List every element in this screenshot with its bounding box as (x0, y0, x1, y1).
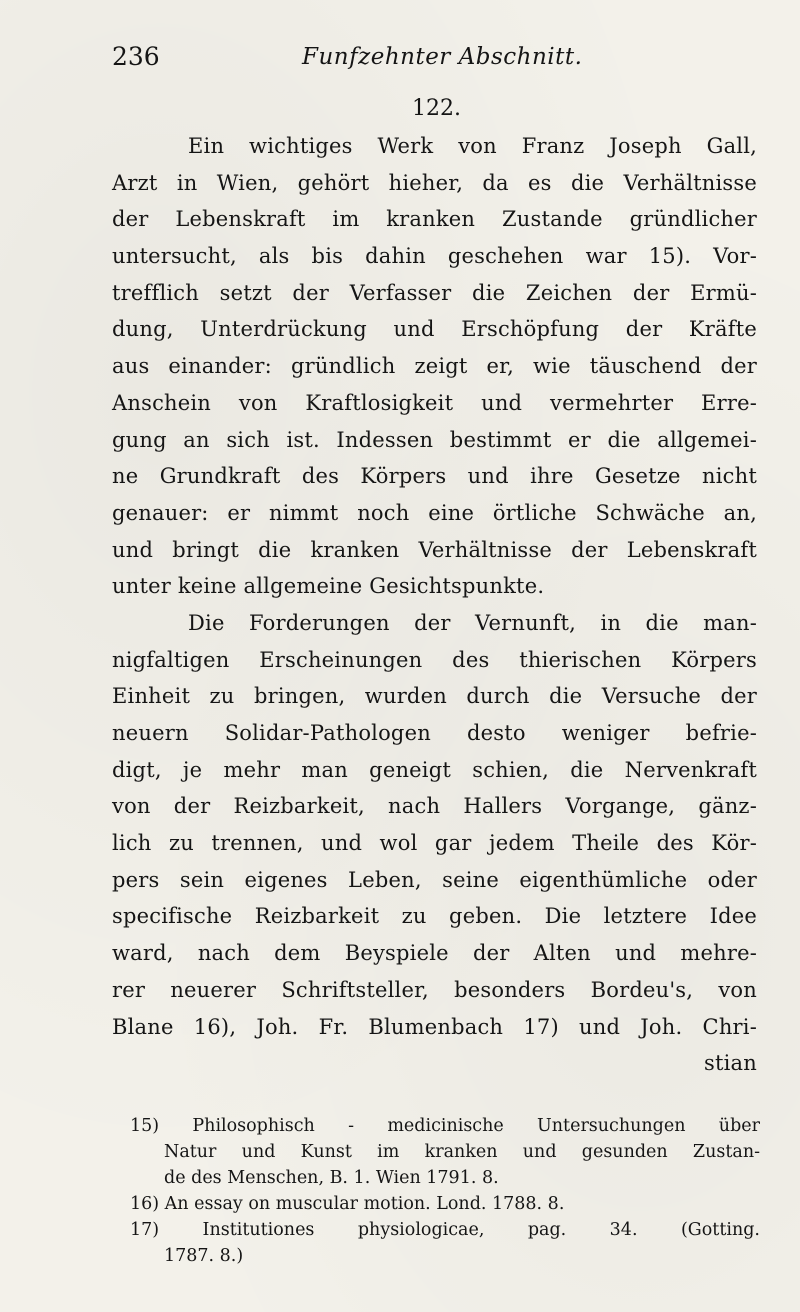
body-line: ward, nach dem Beyspiele der Alten und mehre- (112, 941, 757, 966)
body-line: stian (704, 1051, 757, 1076)
body-line: und bringt die kranken Verhältnisse der Lebenskraft (112, 537, 757, 562)
body-line: aus einander: gründlich zeigt er, wie täuschend der (112, 354, 757, 379)
footnote-line: de des Menschen, B. 1. Wien 1791. 8. (164, 1168, 499, 1188)
body-line: dung, Unterdrückung und Erschöpfung der Kräfte (112, 317, 757, 342)
body-line: lich zu trennen, und wol gar jedem Theile des Kör- (112, 831, 757, 856)
body-line: der Lebenskraft im kranken Zustande gründlicher (112, 207, 757, 232)
footnote-line: 1787. 8.) (164, 1246, 244, 1266)
body-line: von der Reizbarkeit, nach Hallers Vorgange, gänz- (112, 794, 757, 819)
body-line: Die Forderungen der Vernunft, in die man- (188, 610, 757, 635)
body-line: nigfaltigen Erscheinungen des thierischen Körpers (112, 647, 757, 672)
body-line: trefflich setzt der Verfasser die Zeichen der Ermü- (112, 280, 757, 305)
body-line: unter keine allgemeine Gesichtspunkte. (112, 574, 545, 599)
body-line: neuern Solidar-Pathologen desto weniger befrie- (112, 721, 757, 745)
page-number: 236 (112, 42, 160, 71)
footnote-line: 17) Institutiones physiologicae, pag. 34. (Gotting. (130, 1220, 760, 1240)
body-line: Arzt in Wien, gehört hieher, da es die Verhältnisse (112, 170, 757, 195)
running-title: Funfzehnter Abschnitt. (302, 44, 583, 70)
body-text (112, 128, 757, 1082)
body-line: genauer: er nimmt noch eine örtliche Schwäche an, (112, 500, 757, 525)
body-line: digt, je mehr man geneigt schien, die Nervenkraft (112, 757, 757, 782)
body-line: specifische Reizbarkeit zu geben. Die letztere Idee (112, 904, 757, 929)
footnotes (130, 1113, 760, 1269)
body-line: gung an sich ist. Indessen bestimmt er die allgemei- (112, 427, 757, 452)
body-line: ne Grundkraft des Körpers und ihre Gesetze nicht (112, 464, 757, 489)
body-line: Anschein von Kraftlosigkeit und vermehrter Erre- (112, 390, 757, 415)
body-line: untersucht, als bis dahin geschehen war 15). Vor- (112, 244, 757, 269)
footnote-line: 16) An essay on muscular motion. Lond. 1788. 8. (130, 1194, 565, 1214)
body-line: Einheit zu bringen, wurden durch die Versuche der (112, 684, 757, 709)
footnote-line: Natur und Kunst im kranken und gesunden Zustan- (164, 1142, 760, 1162)
page-header (112, 38, 762, 78)
section-number: 122. (412, 96, 461, 121)
footnote-line: 15) Philosophisch - medicinische Untersuchungen über (130, 1116, 760, 1136)
body-line: pers sein eigenes Leben, seine eigenthümliche oder (112, 867, 757, 892)
body-line: Ein wichtiges Werk von Franz Joseph Gall, (188, 134, 757, 158)
body-line: Blane 16), Joh. Fr. Blumenbach 17) und Joh. Chri- (112, 1014, 757, 1039)
body-line: rer neuerer Schriftsteller, besonders Bordeu's, von (112, 977, 757, 1002)
